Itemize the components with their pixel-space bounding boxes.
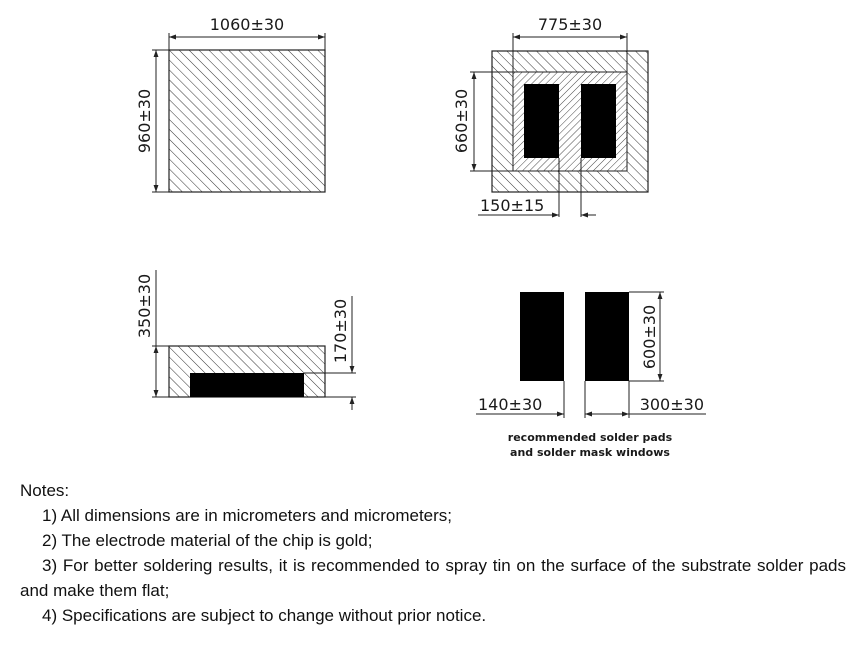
side-electrode (190, 373, 304, 397)
pad-width-label: 300±30 (639, 395, 704, 414)
note-item-4: 4) Specifications are subject to change without prior notice. (42, 606, 487, 625)
bottom-view (452, 15, 648, 217)
top-view (135, 15, 325, 192)
notes-heading: Notes: (20, 481, 70, 500)
note-item-1: 1) All dimensions are in micrometers and micrometers; (42, 506, 453, 525)
solder-pad-right (585, 292, 629, 381)
bottom-electrode-left (524, 84, 559, 158)
bottom-electrode-right (581, 84, 616, 158)
top-height-label: 960±30 (135, 88, 154, 154)
pad-spacing-label: 140±30 (478, 395, 543, 414)
solder-pad-view (476, 292, 706, 459)
solder-pad-caption-line1: recommended solder pads (507, 431, 673, 444)
bottom-height-label: 660±30 (452, 88, 471, 154)
pad-gap-label: 150±15 (480, 196, 545, 215)
side-electrode-height-label: 170±30 (331, 298, 350, 364)
bottom-width-label: 775±30 (537, 15, 603, 34)
side-view (135, 270, 356, 410)
solder-pad-left (520, 292, 564, 381)
pad-height-label: 600±30 (640, 304, 659, 370)
note-item-3: 3) For better soldering results, it is recommended to spray tin on the surface of the substrate solder pads and make them flat; (20, 556, 846, 600)
note-item-3-container (20, 553, 846, 603)
chip-top-face (169, 50, 325, 192)
notes-section (20, 478, 846, 628)
note-item-2: 2) The electrode material of the chip is gold; (42, 531, 373, 550)
solder-pad-caption-line2: and solder mask windows (510, 446, 670, 459)
top-width-label: 1060±30 (209, 15, 285, 34)
side-total-height-label: 350±30 (135, 273, 154, 339)
